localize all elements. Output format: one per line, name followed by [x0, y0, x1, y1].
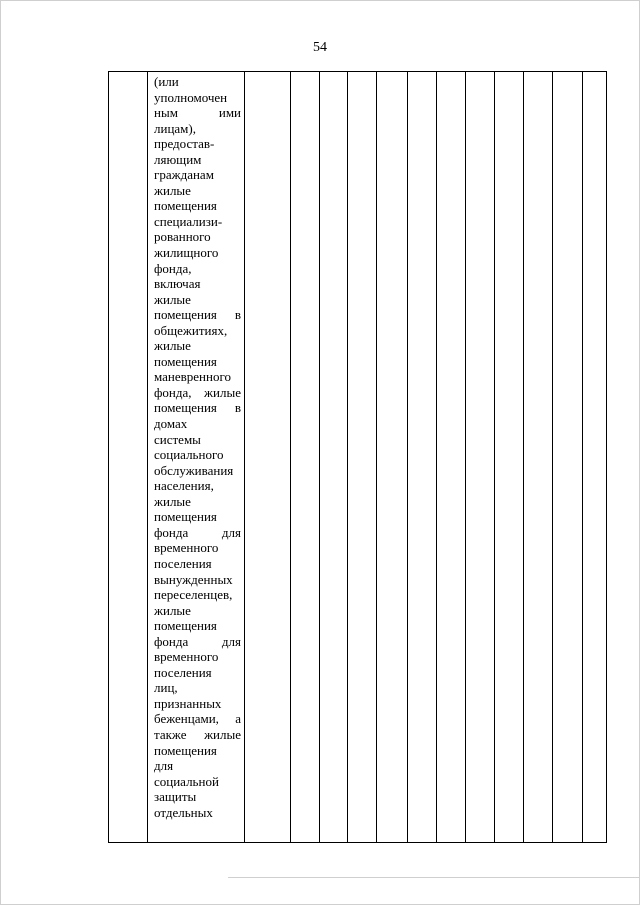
table-cell — [320, 72, 348, 843]
table-cell — [245, 72, 291, 843]
cell-text-line: фонда для — [154, 633, 241, 649]
cell-text-line: жилые — [154, 338, 191, 354]
cell-text-line: защиты — [154, 789, 197, 805]
cell-text-line: беженцами, а — [154, 711, 241, 727]
cell-text — [154, 74, 241, 820]
table-cell — [377, 72, 408, 843]
cell-text-line: жилые — [154, 602, 191, 618]
cell-text-line: поселения — [154, 664, 212, 680]
data-table — [108, 71, 607, 843]
cell-text-line: ным ими — [154, 105, 241, 121]
cell-text-line: помещения — [154, 353, 217, 369]
cell-text-line: вынужденных — [154, 571, 233, 587]
scan-edge-line — [228, 877, 640, 878]
table-row — [109, 72, 607, 843]
cell-text-line: жилищного — [154, 245, 219, 261]
table-cell — [553, 72, 583, 843]
cell-text-line: помещения в — [154, 307, 241, 323]
cell-text-line: маневренного — [154, 369, 231, 385]
cell-text-line: фонда для — [154, 524, 241, 540]
table-cell-description — [148, 72, 245, 843]
cell-text-line: специализи- — [154, 213, 223, 229]
cell-text-line: жилые — [154, 493, 191, 509]
table-cell — [524, 72, 553, 843]
cell-text-line: предостав- — [154, 136, 215, 152]
cell-text-line: помещения в — [154, 400, 241, 416]
cell-text-line: фонда, — [154, 260, 192, 276]
cell-text-line: рованного — [154, 229, 211, 245]
cell-text-line: домах — [154, 416, 188, 432]
cell-text-line: помещения — [154, 509, 217, 525]
cell-text-line: системы — [154, 431, 201, 447]
cell-text-line: переселенцев, — [154, 587, 233, 603]
cell-text-line: поселения — [154, 555, 212, 571]
cell-text-line: обслуживания — [154, 462, 234, 478]
cell-text-line: жилые — [154, 182, 191, 198]
table-cell — [495, 72, 524, 843]
cell-text-line: отдельных — [154, 804, 213, 820]
cell-text-line: социального — [154, 447, 224, 463]
cell-text-line: уполномочен — [154, 89, 228, 105]
cell-text-line: помещения — [154, 198, 217, 214]
cell-text-line: временного — [154, 540, 219, 556]
cell-text-line: признанных — [154, 695, 222, 711]
cell-text-line: фонда, жилые — [154, 384, 241, 400]
cell-text-line: временного — [154, 649, 219, 665]
table-cell — [583, 72, 607, 843]
cell-text-line: помещения — [154, 742, 217, 758]
cell-text-line: ляющим — [154, 151, 202, 167]
cell-text-line: жилые — [154, 291, 191, 307]
cell-text-line: (или — [154, 74, 179, 89]
cell-text-line: гражданам — [154, 167, 214, 183]
cell-text-line: помещения — [154, 618, 217, 634]
page-number: 54 — [313, 40, 327, 55]
cell-text-line: также жилые — [154, 726, 241, 742]
table-cell-number — [109, 72, 148, 843]
cell-text-line: лицам), — [154, 120, 196, 136]
table-cell — [437, 72, 466, 843]
table-cell — [291, 72, 320, 843]
cell-text-line: общежитиях, — [154, 322, 228, 338]
table-cell — [466, 72, 495, 843]
table-cell — [408, 72, 437, 843]
cell-text-line: включая — [154, 276, 201, 292]
cell-text-line: для — [154, 758, 174, 774]
cell-text-line: населения, — [154, 478, 214, 494]
cell-text-line: социальной — [154, 773, 219, 789]
cell-text-line: лиц, — [154, 680, 178, 696]
table-cell — [348, 72, 377, 843]
